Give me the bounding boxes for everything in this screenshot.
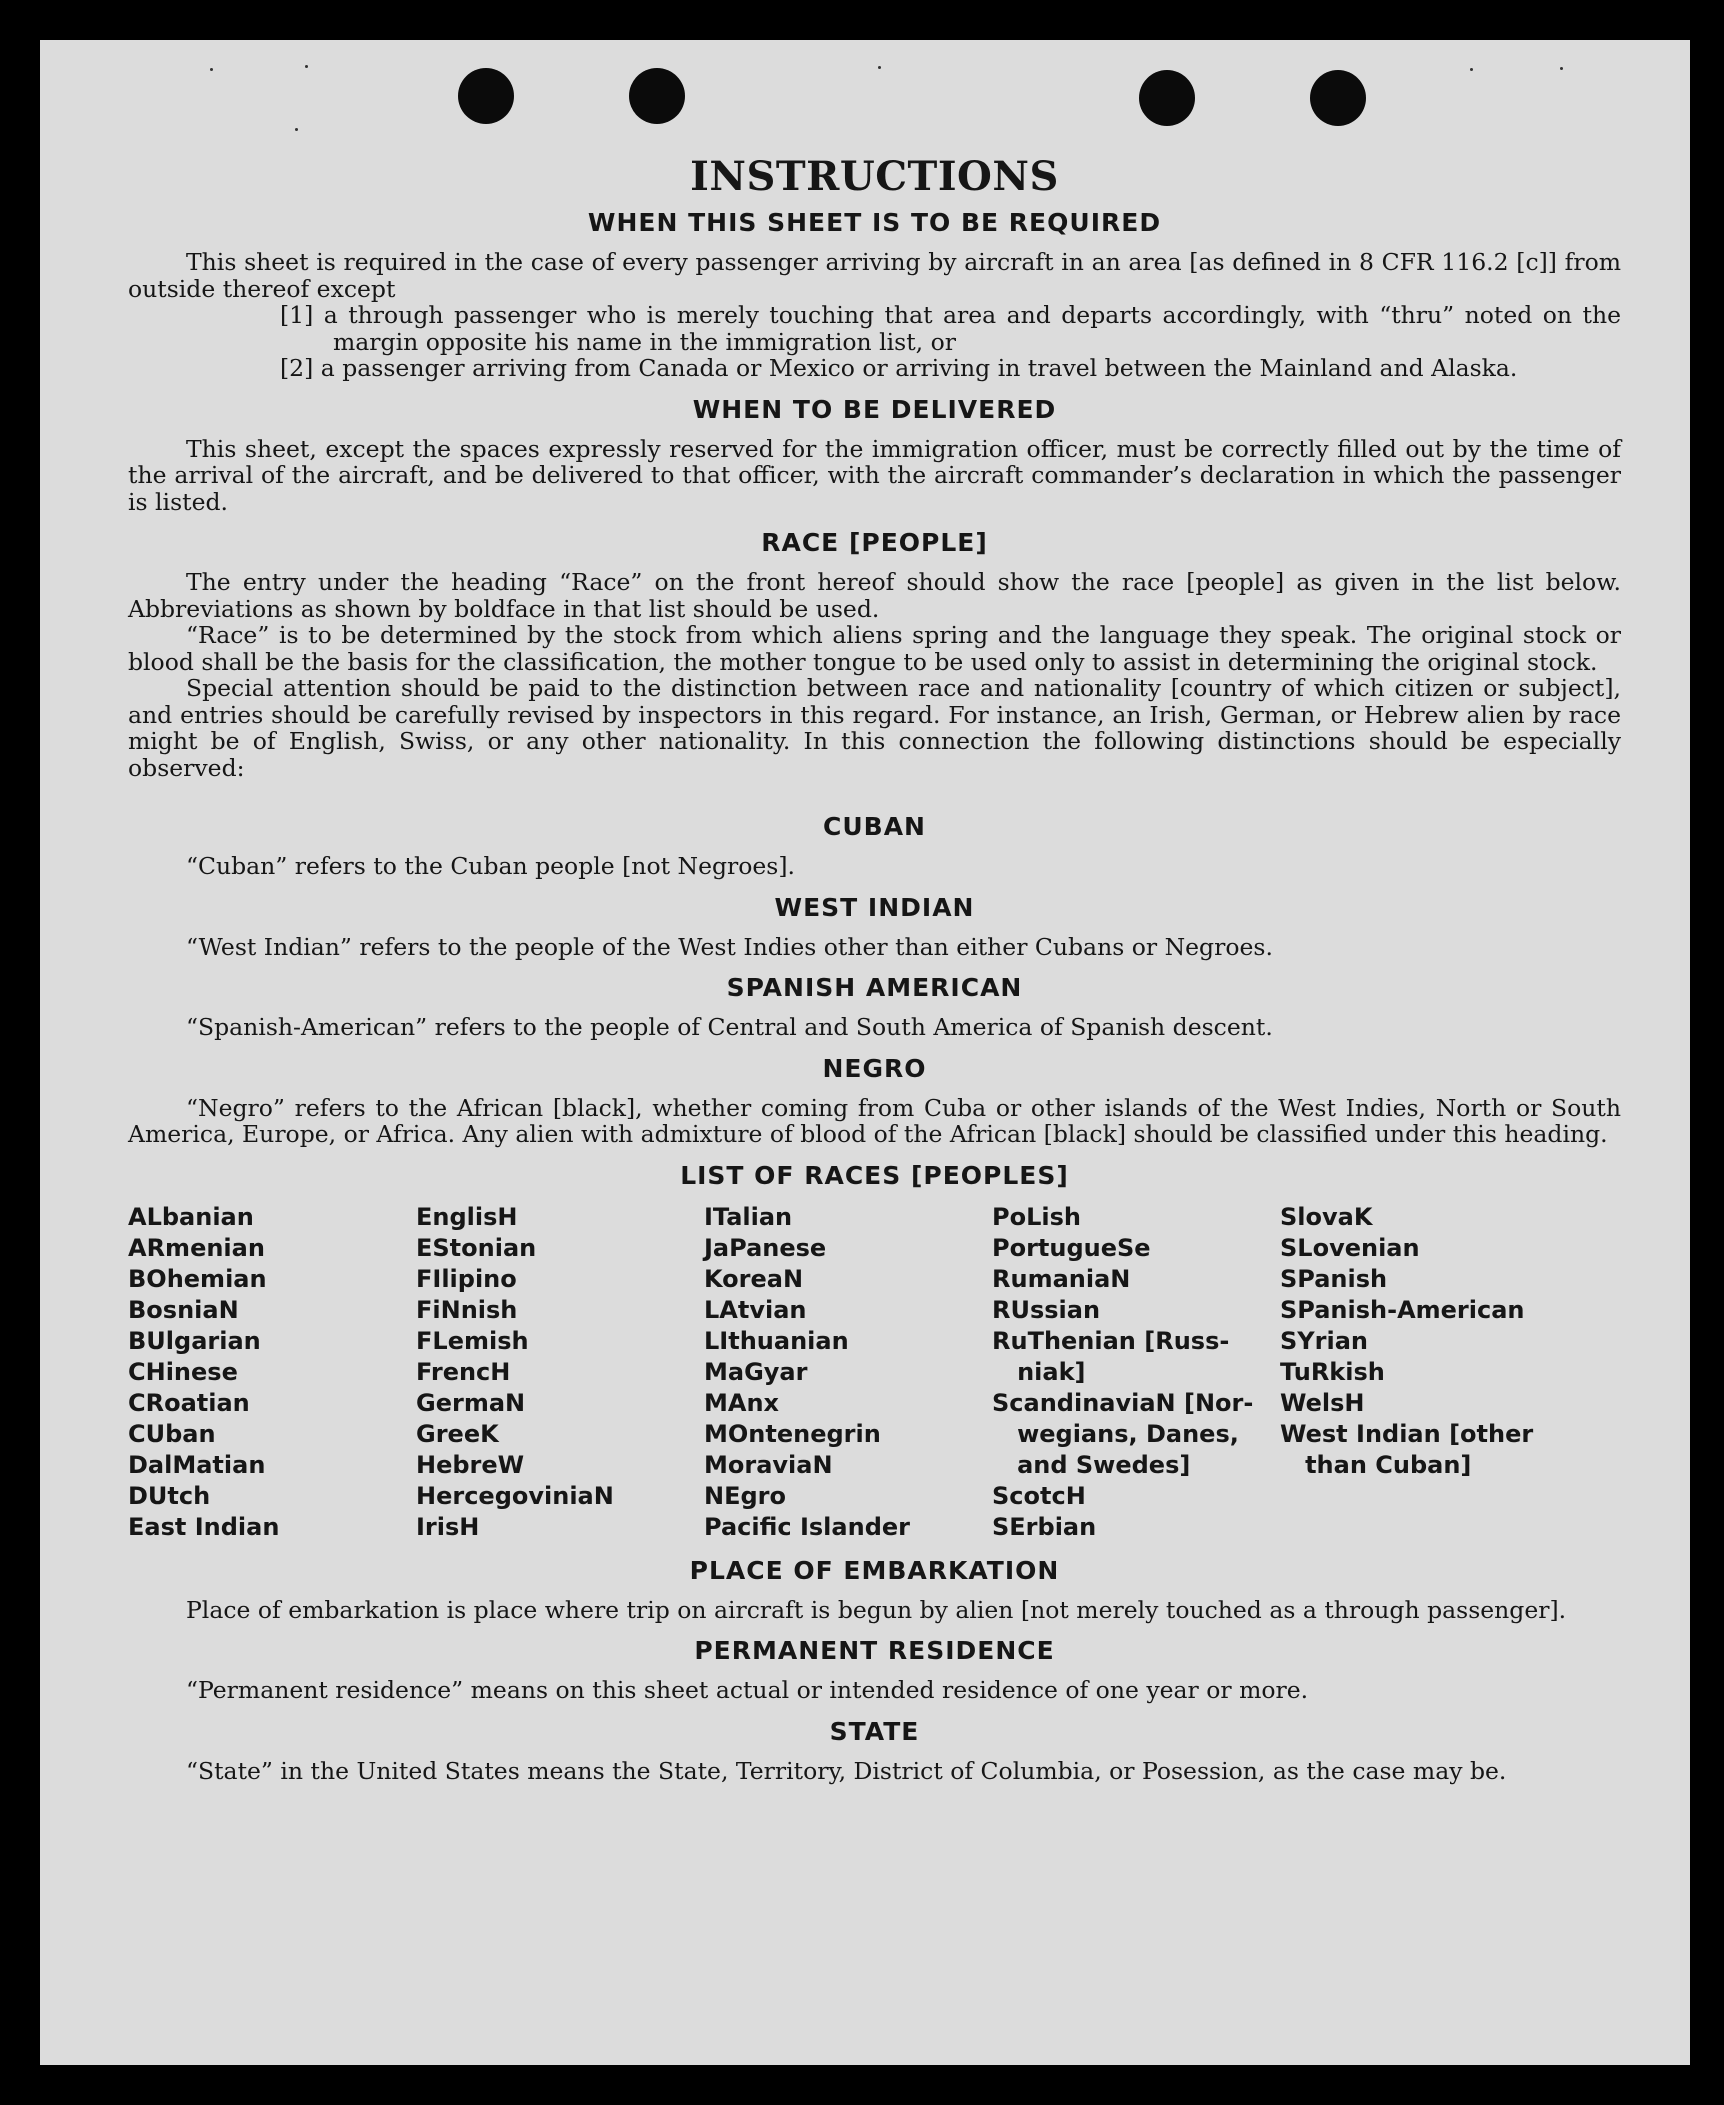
race-item: HercegoviniaN xyxy=(416,1481,614,1510)
required-item-1: [1] a through passenger who is merely touching that area and departs accordingly, with “thru” noted on the margin opposite his name in the immigration list, or xyxy=(280,301,1621,356)
race-item: KoreaN xyxy=(704,1264,804,1293)
race-item: MOntenegrin xyxy=(704,1419,881,1448)
race-item: SPanish xyxy=(1280,1264,1388,1293)
race-item: East Indian xyxy=(128,1512,280,1541)
races-list xyxy=(128,1202,1621,1543)
race-item: than Cuban] xyxy=(1280,1450,1472,1479)
race-item: NEgro xyxy=(704,1481,786,1510)
residence-text: “Permanent residence” means on this sheet actual or intended residence of one year or more. xyxy=(186,1676,1309,1704)
race-item: niak] xyxy=(992,1357,1086,1386)
speck xyxy=(295,128,298,131)
race-item: and Swedes] xyxy=(992,1450,1191,1479)
race-item: SYrian xyxy=(1280,1326,1369,1355)
section-heading-west-indian: WEST INDIAN xyxy=(774,892,975,922)
instructions-content xyxy=(128,155,1621,1784)
race-item: SPanish-American xyxy=(1280,1295,1525,1324)
required-item-2: [2] a passenger arriving from Canada or Mexico or arriving in travel between the Mainland and Alaska. xyxy=(280,354,1518,382)
spanish-american-text: “Spanish-American” refers to the people of Central and South America of Spanish descent. xyxy=(186,1013,1273,1041)
page-title: INSTRUCTIONS xyxy=(690,153,1059,200)
punch-hole xyxy=(1310,70,1366,126)
embarkation-text: Place of embarkation is place where trip on aircraft is begun by alien [not merely touched as a through passenger]. xyxy=(186,1595,1567,1624)
speck xyxy=(305,65,308,68)
race-item: ARmenian xyxy=(128,1233,265,1262)
punch-hole xyxy=(1139,70,1195,126)
race-item: SErbian xyxy=(992,1512,1097,1541)
section-heading-delivered: WHEN TO BE DELIVERED xyxy=(692,394,1057,424)
race-item: LIthuanian xyxy=(704,1326,849,1355)
punch-hole xyxy=(629,68,685,124)
race-item: ScotcH xyxy=(992,1481,1086,1510)
race-item: BUlgarian xyxy=(128,1326,261,1355)
race-item: EStonian xyxy=(416,1233,537,1262)
cuban-text: “Cuban” refers to the Cuban people [not Negroes]. xyxy=(186,852,796,880)
section-heading-spanish-american: SPANISH AMERICAN xyxy=(726,973,1023,1002)
race-item: LAtvian xyxy=(704,1295,807,1324)
section-heading-cuban: CUBAN xyxy=(823,812,926,841)
race-item: FIlipino xyxy=(416,1264,517,1293)
section-heading-residence: PERMANENT RESIDENCE xyxy=(694,1636,1055,1665)
races-column xyxy=(416,1202,704,1543)
section-heading-negro: NEGRO xyxy=(822,1053,927,1083)
race-item: FiNnish xyxy=(416,1295,518,1324)
section-heading-state: STATE xyxy=(829,1716,920,1746)
race-item: SlovaK xyxy=(1280,1202,1373,1231)
races-column xyxy=(1280,1202,1568,1543)
race-item: HebreW xyxy=(416,1450,525,1479)
race-paragraph-1: The entry under the heading “Race” on the front hereof should show the race [people] as given in the list below. Abbreviations as shown by boldface in that list should be used. xyxy=(128,568,1621,623)
race-item: FrencH xyxy=(416,1357,511,1386)
negro-text: “Negro” refers to the African [black], whether coming from Cuba or other islands of the West Indies, North or South America, Europe, or Africa. Any alien with admixture of blood of the African [black] should be classified under this heading. xyxy=(128,1093,1621,1148)
race-item: WelsH xyxy=(1280,1388,1365,1417)
race-item: ITalian xyxy=(704,1202,793,1231)
race-item: DalMatian xyxy=(128,1450,266,1479)
race-item: CRoatian xyxy=(128,1388,250,1417)
race-item: West Indian [other xyxy=(1280,1419,1534,1448)
speck xyxy=(878,66,881,69)
race-item: RuThenian [Russ- xyxy=(992,1326,1230,1355)
punch-hole xyxy=(458,68,514,124)
race-item: RumaniaN xyxy=(992,1264,1131,1293)
race-paragraph-2: “Race” is to be determined by the stock from which aliens spring and the language they speak. The original stock or blood shall be the basis for the classification, the mother tongue to be used only to assist in determining the original stock. xyxy=(128,621,1621,676)
race-item: ALbanian xyxy=(128,1202,254,1231)
section-heading-list-of-races: LIST OF RACES [PEOPLES] xyxy=(680,1160,1069,1190)
race-item: GreeK xyxy=(416,1419,499,1448)
section-heading-required: WHEN THIS SHEET IS TO BE REQUIRED xyxy=(587,208,1162,237)
race-item: MaGyar xyxy=(704,1357,808,1386)
race-item: Pacific Islander xyxy=(704,1512,910,1541)
race-paragraph-3: Special attention should be paid to the distinction between race and nationality [country of which citizen or subject], and entries should be carefully revised by inspectors in this regard. For instance, an Irish, German, or Hebrew alien by race might be of English, Swiss, or any other nationality. In this connection the following distinctions should be especially observed: xyxy=(128,674,1621,782)
race-item: IrisH xyxy=(416,1512,480,1541)
race-item: SLovenian xyxy=(1280,1233,1420,1262)
race-item: FLemish xyxy=(416,1326,529,1355)
section-heading-embarkation: PLACE OF EMBARKATION xyxy=(689,1555,1060,1585)
delivered-text: This sheet, except the spaces expressly reserved for the immigration officer, must be correctly filled out by the time of the arrival of the aircraft, and be delivered to that officer, with the aircraft commander’s declaration in which the passenger is listed. xyxy=(128,434,1621,516)
race-item: JaPanese xyxy=(704,1233,827,1262)
race-item: TuRkish xyxy=(1280,1357,1385,1386)
race-item: GermaN xyxy=(416,1388,526,1417)
required-intro: This sheet is required in the case of every passenger arriving by aircraft in an area [as defined in 8 CFR 116.2 [c]] from outside thereof except xyxy=(128,248,1621,303)
race-item: PoLish xyxy=(992,1202,1081,1231)
race-item: BOhemian xyxy=(128,1264,267,1293)
races-column xyxy=(128,1202,416,1543)
document-sheet xyxy=(40,40,1690,2065)
races-column xyxy=(704,1202,992,1543)
race-item: CUban xyxy=(128,1419,216,1448)
race-item: MoraviaN xyxy=(704,1450,833,1479)
race-item: CHinese xyxy=(128,1357,238,1386)
speck xyxy=(210,68,213,71)
race-item: DUtch xyxy=(128,1481,211,1510)
race-item: BosniaN xyxy=(128,1295,239,1324)
west-indian-text: “West Indian” refers to the people of the West Indies other than either Cubans or Negroes. xyxy=(186,932,1273,961)
state-text: “State” in the United States means the State, Territory, District of Columbia, or Posession, as the case may be. xyxy=(186,1756,1507,1785)
speck xyxy=(1560,67,1563,70)
speck xyxy=(1470,68,1473,71)
race-item: EnglisH xyxy=(416,1202,518,1231)
race-item: PortugueSe xyxy=(992,1233,1151,1262)
race-item: RUssian xyxy=(992,1295,1101,1324)
race-item: wegians, Danes, xyxy=(992,1419,1239,1448)
section-heading-race: RACE [PEOPLE] xyxy=(761,528,988,557)
races-column xyxy=(992,1202,1280,1543)
race-item: ScandinaviaN [Nor- xyxy=(992,1388,1254,1417)
race-item: MAnx xyxy=(704,1388,780,1417)
spacer xyxy=(128,781,1621,799)
